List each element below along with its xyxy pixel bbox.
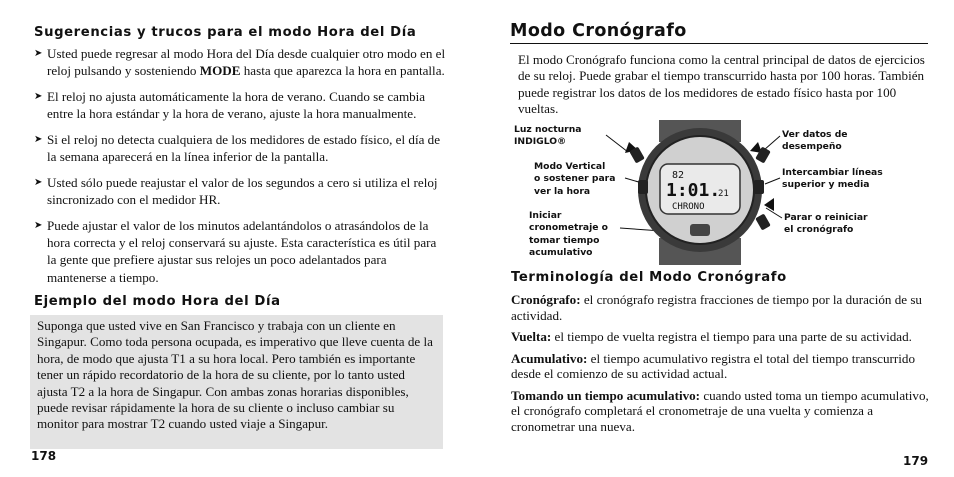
right-page <box>477 0 954 477</box>
tip-item <box>34 45 446 79</box>
bullet-arrow-icon: ➤ <box>34 220 43 231</box>
callout-reset: Parar o reiniciar el cronógrafo <box>784 212 868 236</box>
tip-item <box>34 217 446 286</box>
tip-text: Puede ajustar el valor de los minutos adelantándolos o atrasándolos de la hora correcta y el reloj conservará su ajuste. Esta característica es útil para la gente que prefiere ajustar sus relojes un poco adelantados para mantenerse a tiempo. <box>47 218 437 285</box>
tip-item <box>34 131 446 165</box>
page-number-left: 178 <box>31 449 57 463</box>
term-item: Cronógrafo: el cronógrafo registra fracciones de tiempo por la duración de su actividad. <box>511 292 922 323</box>
callout-swap: Intercambiar líneas superior y media <box>782 167 883 191</box>
callout-vertical: Modo Vertical o sostener para ver la hora <box>534 161 616 197</box>
tip-text: Si el reloj no detecta cualquiera de los medidores de estado físico, el día de la semana aparecerá en la línea inferior de la pantalla. <box>47 132 441 165</box>
page-number-right: 179 <box>903 454 929 468</box>
display-main: 1:01. <box>666 180 721 201</box>
bullet-arrow-icon: ➤ <box>34 91 43 102</box>
tip-text: El reloj no ajusta automáticamente la hora de verano. Cuando se cambia entre la hora estándar y la hora de verano, ajuste la hora manualmente. <box>47 89 426 122</box>
callout-light: Luz nocturna INDIGLO® <box>514 124 582 148</box>
page-title: Modo Cronógrafo <box>510 21 928 44</box>
watch-diagram <box>512 120 932 265</box>
tip-item <box>34 174 446 208</box>
tip-text: hasta que aparezca la hora en pantalla. <box>240 63 445 79</box>
display-mode: CHRONO <box>672 202 705 212</box>
display-top: 82 <box>672 170 685 181</box>
tips-list <box>34 45 446 294</box>
example-heading: Ejemplo del modo Hora del Día <box>34 294 281 309</box>
intro-paragraph: El modo Cronógrafo funciona como la central principal de datos de ejercicios de su reloj. Puede grabar el tiempo transcurrido hasta por 100 horas. También puede registrar los datos de los medidores de estado físico hasta por 100 vueltas. <box>518 52 925 117</box>
tip-bold: MODE <box>199 63 241 79</box>
bullet-arrow-icon: ➤ <box>34 177 43 188</box>
tips-heading: Sugerencias y trucos para el modo Hora del Día <box>34 25 417 40</box>
callout-data: Ver datos de desempeño <box>782 129 848 153</box>
example-box: Suponga que usted vive en San Francisco y trabaja con un cliente en Singapur. Como toda persona ocupada, es imperativo que lleve cuenta de la hora, de modo que ajusta T1 a su hora local. Pero también es importante tener un rápido recordatorio de la hora de su cliente, por lo tanto usted ajusta T2 a la hora de Singapur. Con ambas zonas horarias disponibles, puede revisar rápidamente la hora de su cliente o incluso cambiar su monitor para mostrar T2 cuando usted viaje a Singapur. <box>30 315 443 449</box>
tip-text: Usted sólo puede reajustar el valor de los segundos a cero si utiliza el reloj sincronizado con el medidor HR. <box>47 175 438 208</box>
tip-item <box>34 88 446 122</box>
bullet-arrow-icon: ➤ <box>34 48 43 59</box>
terminology-heading: Terminología del Modo Cronógrafo <box>511 270 787 285</box>
term-item: Tomando un tiempo acumulativo: cuando usted toma un tiempo acumulativo, el cronógrafo completará el cronometraje de una vuelta y comienza a cronometrar una nueva. <box>511 387 929 434</box>
term-item: Acumulativo: el tiempo acumulativo registra el total del tiempo transcurrido desde el comienzo de su actividad actual. <box>511 350 915 381</box>
display-seconds: 21 <box>718 189 729 199</box>
terms-list <box>511 292 931 440</box>
bullet-arrow-icon: ➤ <box>34 134 43 145</box>
tip-text: Usted puede regresar al modo Hora del Día desde cualquier otro modo en el reloj pulsando y sosteniendo <box>47 46 446 79</box>
term-item: Vuelta: el tiempo de vuelta registra el tiempo para una parte de su actividad. <box>511 329 912 344</box>
callout-start: Iniciar cronometraje o tomar tiempo acumulativo <box>529 210 608 259</box>
